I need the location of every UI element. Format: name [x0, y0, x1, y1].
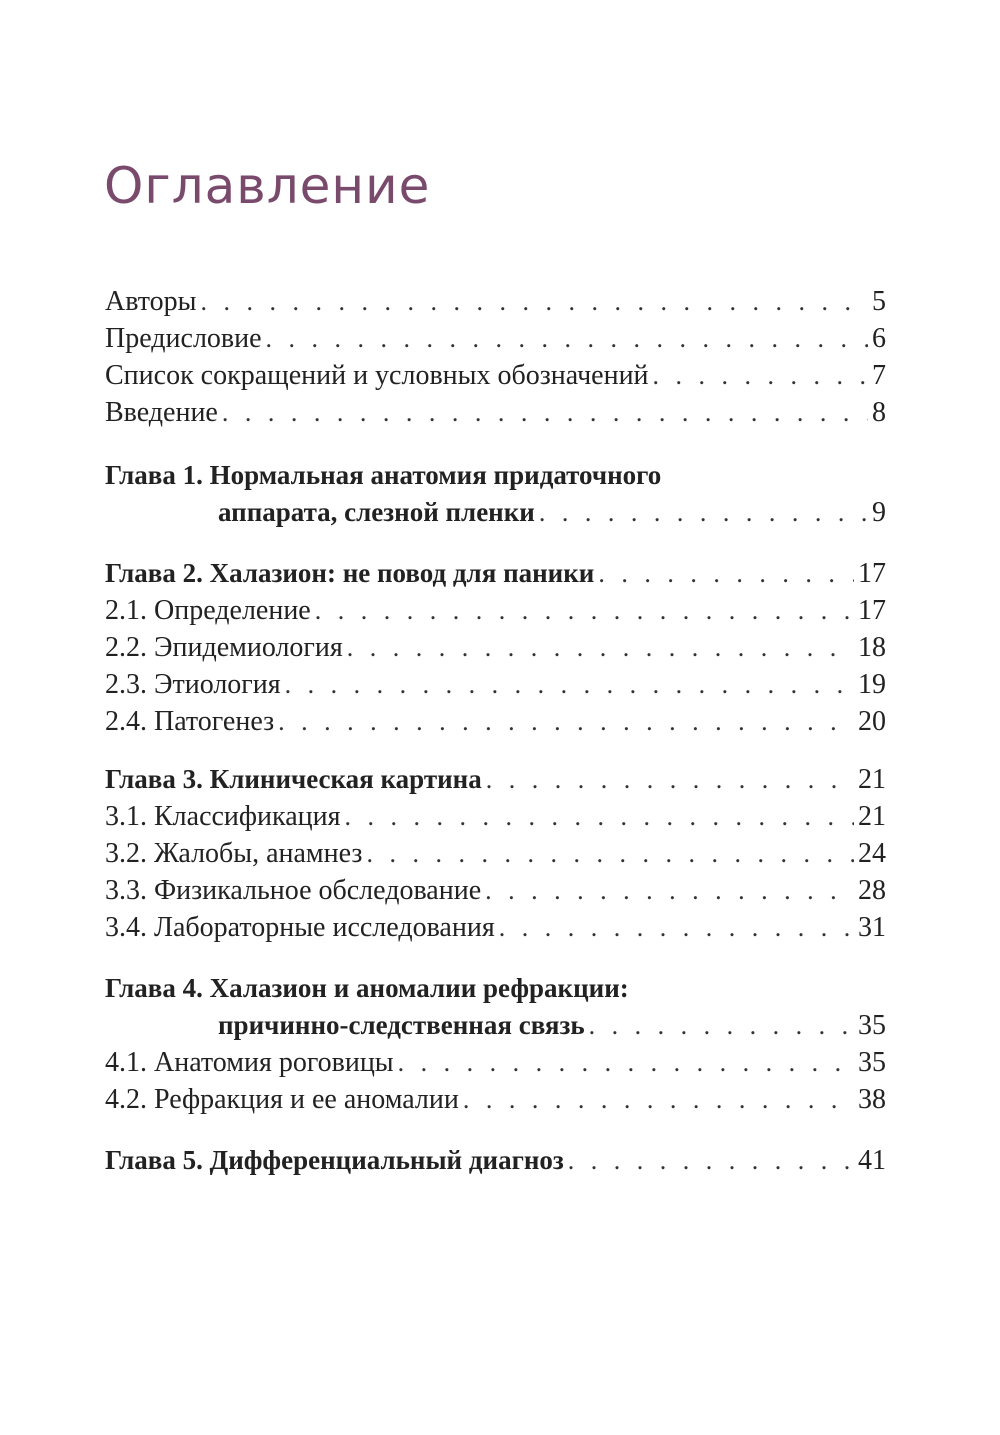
toc-section-4-1[interactable]	[105, 1044, 886, 1081]
toc-entry-label: 2.2. Эпидемиология	[105, 632, 343, 663]
toc-entry-label: Введение	[105, 397, 218, 428]
toc-entry-abbreviations[interactable]	[105, 357, 886, 394]
toc-entry-authors[interactable]	[105, 283, 886, 320]
toc-page-number: 9	[872, 497, 886, 528]
toc-section-2-3[interactable]	[105, 666, 886, 703]
toc-entry-label: Авторы	[105, 286, 197, 317]
dot-leader	[589, 1007, 854, 1044]
dot-leader	[266, 320, 868, 357]
dot-leader	[222, 394, 868, 431]
toc-section-2-2[interactable]	[105, 629, 886, 666]
toc-page-number: 41	[858, 1145, 886, 1176]
toc-page-number: 21	[858, 764, 886, 795]
toc-entry-label: 2.4. Патогенез	[105, 706, 275, 737]
toc-chapter-1-title[interactable]: Глава 1. Нормальная анатомия придаточного	[105, 460, 662, 490]
toc-page-number: 6	[872, 323, 886, 354]
toc-entry-label: аппарата, слезной пленки	[218, 497, 535, 527]
toc-page-number: 28	[858, 875, 886, 906]
toc-page-number: 20	[858, 706, 886, 737]
toc-chapter-1[interactable]	[105, 494, 886, 531]
toc-entry-label: Глава 2. Халазион: не повод для паники	[105, 558, 595, 588]
dot-leader	[347, 629, 854, 666]
toc-entry-label: Глава 3. Клиническая картина	[105, 764, 482, 794]
toc-entry-label: 3.2. Жалобы, анамнез	[105, 838, 363, 869]
toc-chapter-4[interactable]	[105, 1007, 886, 1044]
toc-chapter-2[interactable]	[105, 555, 886, 592]
dot-leader	[598, 555, 854, 592]
toc-section-3-3[interactable]	[105, 872, 886, 909]
dot-leader	[200, 283, 868, 320]
toc-page-number: 38	[858, 1084, 886, 1115]
dot-leader	[463, 1081, 854, 1118]
dot-leader	[285, 666, 854, 703]
toc-section-3-1[interactable]	[105, 798, 886, 835]
toc-entry-label: 4.2. Рефракция и ее аномалии	[105, 1084, 459, 1115]
toc-entry-label: 3.4. Лабораторные исследования	[105, 912, 495, 943]
toc-entry-label: Глава 5. Дифференциальный диагноз	[105, 1145, 564, 1175]
toc-page-number: 18	[858, 632, 886, 663]
toc-entry-label: 2.1. Определение	[105, 595, 311, 626]
toc-entry-label: Предисловие	[105, 323, 262, 354]
dot-leader	[568, 1142, 854, 1179]
dot-leader	[278, 703, 854, 740]
dot-leader	[345, 798, 855, 835]
toc-page-number: 31	[858, 912, 886, 943]
toc-page-number: 19	[858, 669, 886, 700]
toc-entry-label: 4.1. Анатомия роговицы	[105, 1047, 394, 1078]
toc-entry-label: Список сокращений и условных обозначений	[105, 360, 649, 391]
toc-entry-label: 2.3. Этиология	[105, 669, 281, 700]
toc-entry-preface[interactable]	[105, 320, 886, 357]
toc-chapter-5[interactable]	[105, 1142, 886, 1179]
toc-page-number: 35	[858, 1010, 886, 1041]
dot-leader	[315, 592, 854, 629]
toc-page-number: 17	[858, 595, 886, 626]
toc-section-3-2[interactable]	[105, 835, 886, 872]
dot-leader	[499, 909, 854, 946]
toc-page-number: 17	[858, 558, 886, 589]
toc-page-number: 35	[858, 1047, 886, 1078]
toc-section-3-4[interactable]	[105, 909, 886, 946]
toc-entry-label: 3.3. Физикальное обследование	[105, 875, 482, 906]
toc-page-number: 5	[872, 286, 886, 317]
toc-section-4-2[interactable]	[105, 1081, 886, 1118]
toc-section-2-4[interactable]	[105, 703, 886, 740]
dot-leader	[486, 761, 854, 798]
dot-leader	[485, 872, 854, 909]
page-title: Оглавление	[104, 157, 431, 215]
toc-page-number: 24	[858, 838, 886, 869]
toc-entry-label: причинно-следственная связь	[218, 1010, 585, 1040]
toc-entry-label: 3.1. Классификация	[105, 801, 341, 832]
toc-page-number: 8	[872, 397, 886, 428]
toc-entry-introduction[interactable]	[105, 394, 886, 431]
toc-page-number: 7	[872, 360, 886, 391]
toc-section-2-1[interactable]	[105, 592, 886, 629]
table-of-contents	[105, 283, 886, 1179]
dot-leader	[539, 494, 868, 531]
dot-leader	[398, 1044, 854, 1081]
toc-chapter-4-title[interactable]: Глава 4. Халазион и аномалии рефракции:	[105, 973, 629, 1003]
toc-chapter-3[interactable]	[105, 761, 886, 798]
dot-leader	[653, 357, 868, 394]
dot-leader	[366, 835, 854, 872]
toc-page-number: 21	[858, 801, 886, 832]
